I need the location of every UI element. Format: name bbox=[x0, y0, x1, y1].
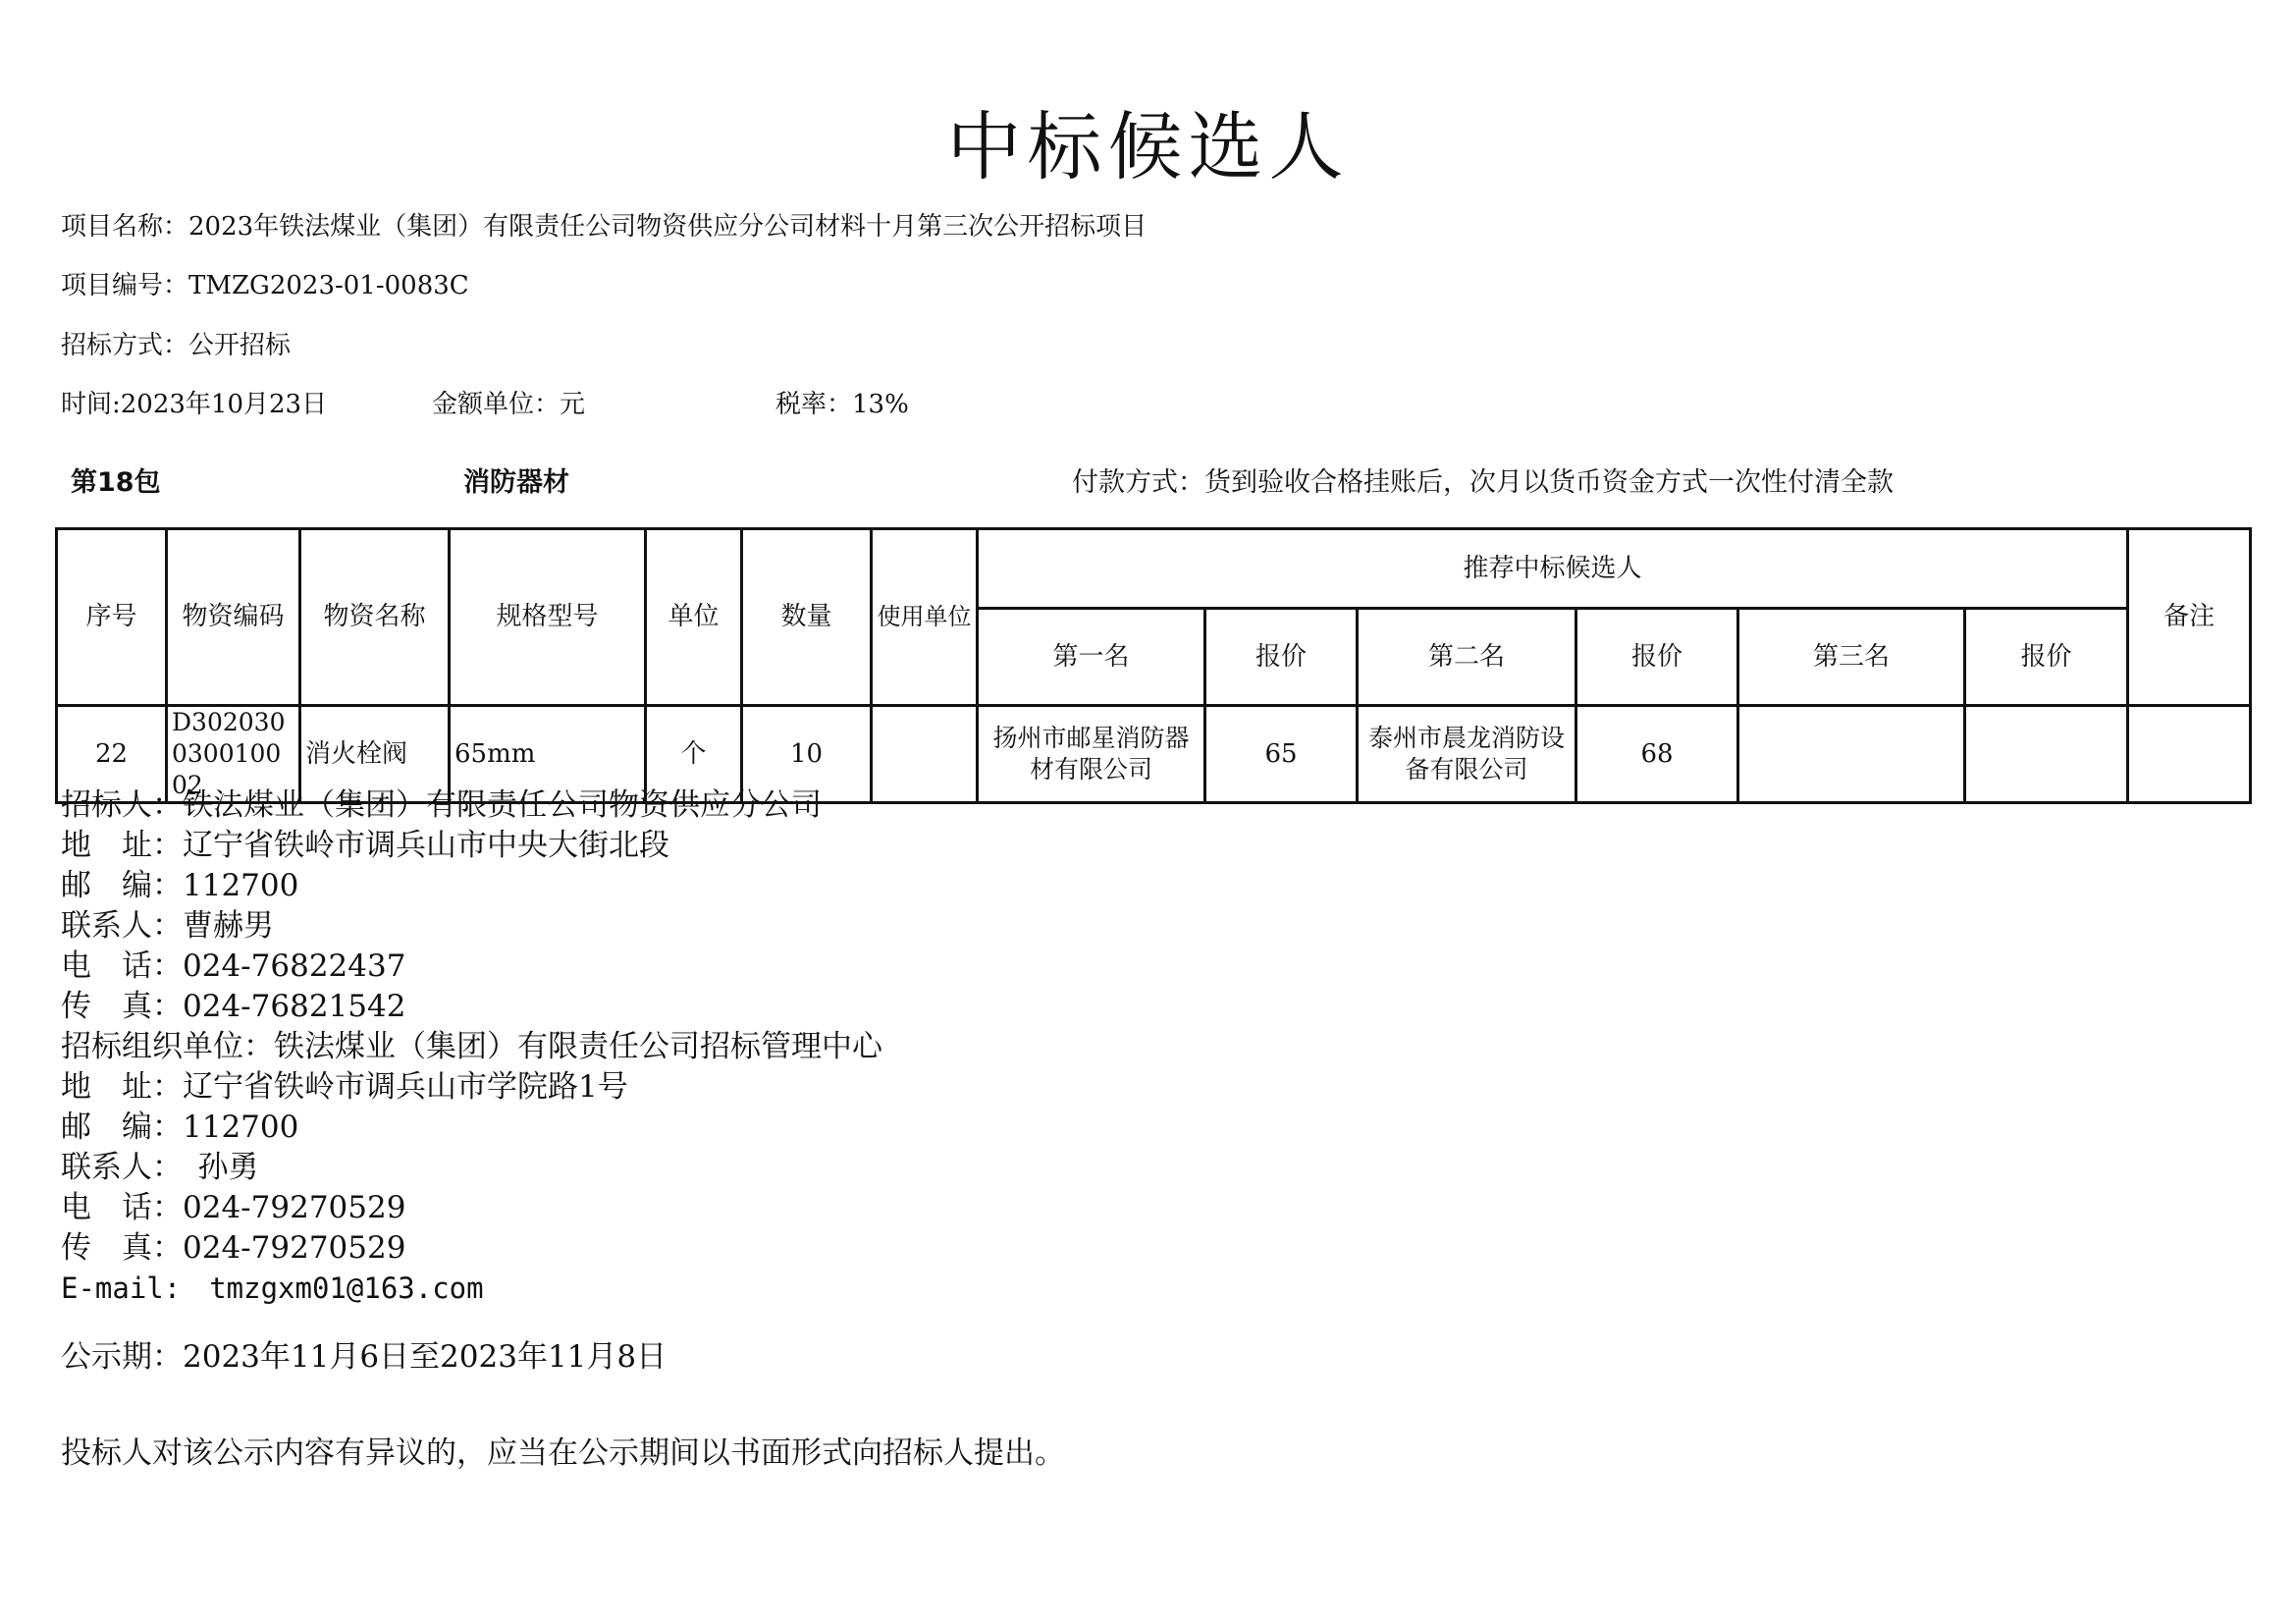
tenderer-name: 铁法煤业（集团）有限责任公司物资供应分公司 bbox=[183, 787, 822, 823]
header-price3: 报价 bbox=[1965, 609, 2128, 706]
header-unit: 单位 bbox=[646, 529, 742, 706]
package-name: 消防器材 bbox=[463, 467, 569, 498]
tax-value: 13% bbox=[852, 390, 909, 419]
agency-phone-line bbox=[61, 1188, 405, 1228]
tenderer-contact-label: 联系人： bbox=[61, 908, 183, 944]
agency-email[interactable]: tmzgxm01@163.com bbox=[181, 1272, 484, 1305]
cell-price1: 65 bbox=[1205, 706, 1358, 803]
table-header-row bbox=[57, 529, 2251, 609]
tenderer-contact-line bbox=[61, 906, 274, 947]
tax-label: 税率： bbox=[775, 390, 853, 419]
header-spec: 规格型号 bbox=[450, 529, 646, 706]
project-name-label: 项目名称： bbox=[61, 212, 189, 242]
agency-contact-line bbox=[61, 1148, 259, 1188]
agency-address-label: 地 址： bbox=[61, 1069, 183, 1105]
tenderer-postcode: 112700 bbox=[183, 868, 299, 903]
header-first: 第一名 bbox=[978, 609, 1205, 706]
agency-fax: 024-79270529 bbox=[183, 1230, 406, 1266]
tenderer-name-line bbox=[61, 785, 822, 826]
currency-line bbox=[432, 388, 585, 421]
header-qty: 数量 bbox=[742, 529, 872, 706]
agency-address: 辽宁省铁岭市调兵山市学院路1号 bbox=[183, 1069, 628, 1105]
publicity-line bbox=[61, 1337, 667, 1378]
cell-first: 扬州市邮星消防器材有限公司 bbox=[978, 706, 1205, 803]
cell-unit: 个 bbox=[646, 706, 742, 803]
tender-method-label: 招标方式： bbox=[61, 331, 189, 360]
payment-terms: 货到验收合格挂账后，次月以货币资金方式一次性付清全款 bbox=[1204, 467, 1894, 498]
agency-phone: 024-79270529 bbox=[183, 1190, 406, 1225]
agency-name-label: 招标组织单位： bbox=[61, 1029, 274, 1064]
cell-name: 消火栓阀 bbox=[300, 706, 450, 803]
package-number: 第18包 bbox=[71, 467, 161, 498]
agency-name-line bbox=[61, 1027, 882, 1067]
tenderer-address-label: 地 址： bbox=[61, 828, 183, 863]
agency-address-line bbox=[61, 1067, 628, 1108]
cell-qty: 10 bbox=[742, 706, 872, 803]
agency-postcode: 112700 bbox=[183, 1110, 299, 1145]
header-user: 使用单位 bbox=[872, 529, 978, 706]
tenderer-phone: 024-76822437 bbox=[183, 948, 406, 984]
tender-method: 公开招标 bbox=[188, 331, 292, 360]
tax-line bbox=[775, 388, 909, 421]
agency-email-label: E-mail: bbox=[61, 1272, 182, 1305]
agency-fax-label: 传 真： bbox=[61, 1230, 183, 1266]
payment-label: 付款方式： bbox=[1072, 467, 1204, 498]
tenderer-postcode-line bbox=[61, 866, 298, 906]
time-line bbox=[61, 388, 327, 421]
tenderer-postcode-label: 邮 编： bbox=[61, 868, 183, 903]
agency-postcode-line bbox=[61, 1108, 298, 1148]
header-code: 物资编码 bbox=[167, 529, 300, 706]
tenderer-fax-line bbox=[61, 987, 405, 1027]
project-name-line bbox=[61, 210, 1147, 244]
tender-method-line bbox=[61, 329, 291, 362]
agency-contact: 孙勇 bbox=[167, 1150, 259, 1185]
cell-code: D302030030010002 bbox=[167, 706, 300, 803]
cell-spec: 65mm bbox=[450, 706, 646, 803]
header-seq: 序号 bbox=[57, 529, 167, 706]
project-number-label: 项目编号： bbox=[61, 271, 189, 300]
project-name: 2023年铁法煤业（集团）有限责任公司物资供应分公司材料十月第三次公开招标项目 bbox=[188, 212, 1148, 242]
tenderer-fax: 024-76821542 bbox=[183, 989, 406, 1024]
publicity-period: 2023年11月6日至2023年11月8日 bbox=[183, 1339, 667, 1375]
cell-second: 泰州市晨龙消防设备有限公司 bbox=[1358, 706, 1576, 803]
time-value: 2023年10月23日 bbox=[120, 390, 328, 419]
currency-label: 金额单位： bbox=[432, 390, 561, 419]
publicity-label: 公示期： bbox=[61, 1339, 183, 1375]
tenderer-address: 辽宁省铁岭市调兵山市中央大街北段 bbox=[183, 828, 669, 863]
tenderer-phone-line bbox=[61, 947, 405, 987]
tenderer-fax-label: 传 真： bbox=[61, 989, 183, 1024]
tenderer-contact: 曹赫男 bbox=[183, 908, 274, 944]
currency-value: 元 bbox=[560, 390, 586, 419]
agency-postcode-label: 邮 编： bbox=[61, 1110, 183, 1145]
cell-remark bbox=[2128, 706, 2251, 803]
agency-fax-line bbox=[61, 1228, 405, 1269]
tenderer-address-line bbox=[61, 826, 669, 866]
cell-user bbox=[872, 706, 978, 803]
agency-phone-label: 电 话： bbox=[61, 1190, 183, 1225]
cell-seq: 22 bbox=[57, 706, 167, 803]
tenderer-phone-label: 电 话： bbox=[61, 948, 183, 984]
cell-price2: 68 bbox=[1576, 706, 1738, 803]
header-second: 第二名 bbox=[1358, 609, 1576, 706]
cell-price3 bbox=[1965, 706, 2128, 803]
header-recommend: 推荐中标候选人 bbox=[978, 529, 2128, 609]
tenderer-name-label: 招标人： bbox=[61, 787, 183, 823]
header-price1: 报价 bbox=[1205, 609, 1358, 706]
agency-contact-label: 联系人： bbox=[61, 1150, 168, 1185]
candidate-table bbox=[55, 527, 2252, 804]
header-name: 物资名称 bbox=[300, 529, 450, 706]
time-label: 时间: bbox=[61, 390, 121, 419]
agency-name: 铁法煤业（集团）有限责任公司招标管理中心 bbox=[274, 1029, 882, 1064]
header-price2: 报价 bbox=[1576, 609, 1738, 706]
objection-note: 投标人对该公示内容有异议的，应当在公示期间以书面形式向招标人提出。 bbox=[61, 1435, 1065, 1471]
cell-third bbox=[1738, 706, 1965, 803]
project-number: TMZG2023-01-0083C bbox=[188, 271, 469, 300]
payment-line bbox=[1072, 465, 1894, 501]
agency-email-line bbox=[61, 1269, 484, 1309]
project-number-line bbox=[61, 269, 469, 302]
header-third: 第三名 bbox=[1738, 609, 1965, 706]
header-remark: 备注 bbox=[2128, 529, 2251, 706]
page-title: 中标候选人 bbox=[946, 103, 1350, 190]
